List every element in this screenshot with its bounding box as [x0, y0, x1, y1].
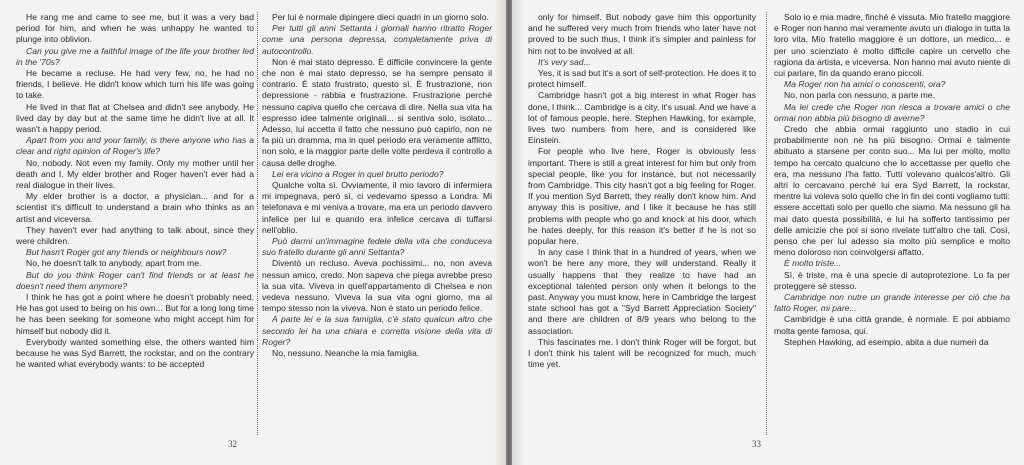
left-italian-column	[262, 12, 492, 359]
answer-paragraph: Per lui è normale dipingere dieci quadri in un giorno solo.	[272, 12, 489, 22]
question-paragraph: But do you think Roger can't find friends or at least he doesn't need them anymore?	[16, 269, 254, 291]
question-paragraph: Ma Roger non ha amici o conoscenti, ora?	[784, 79, 946, 90]
answer-paragraph: only for himself. But nobody gave him this opportunity and he suffered very much from friends who later have not proved to be such thus, I think it's simpler and painless for him not to be involved at all.	[528, 12, 756, 56]
answer-paragraph: Sì, è triste, ma è una specie di autoprotezione. Lo fa per proteggere sé stesso.	[774, 269, 1010, 291]
answer-paragraph: Credo che abbia ormai raggiunto uno stadio in cui probabilmente non ne ha più bisogno. Ormai è talmente abituato a starsene per conto suo... Ma lui per molto, molto tempo ha cercato qualcuno che lo accettasse per quello che era, ma nessuno l'ha fatto. Tutti volevano qualcos'altro. Gli altri lo cercavano perché lui era Syd Barrett, la rockstar, mentre lui voleva solo quello che in fin dei conti vogliamo tutti: essere accettati solo per quello che siamo. Ma nessuno gli ha mai dato questa possibilità, e lui ha sofferto tantissimo per delle amicizie che poi si sono rivelate tutt'altro che tali. Così, penso che per lui adesso sia molto più semplice e molto meno doloroso non coinvolgersi affatto.	[774, 124, 1010, 258]
left-page-number: 32	[228, 439, 237, 449]
question-paragraph: Cambridge non nutre un grande interesse per ciò che ha fatto Roger, mi pare...	[774, 292, 1010, 314]
question-paragraph: È molto triste...	[784, 258, 842, 269]
book-gutter-shadow	[494, 0, 524, 465]
right-italian-column	[774, 12, 1010, 348]
answer-paragraph: Stephen Hawking, ad esempio, abita a due numeri da	[784, 336, 989, 347]
answer-paragraph: He lived in that flat at Chelsea and didn't see anybody. He lived day by day but at the same time he didn't live at all. It wasn't a happy period.	[16, 101, 254, 135]
question-paragraph: Lei era vicino a Roger in quel brutto periodo?	[272, 168, 444, 179]
right-column-divider	[766, 12, 767, 435]
answer-paragraph: No, nessuno. Neanche la mia famiglia.	[272, 348, 420, 359]
question-paragraph: Can you give me a faithful image of the life your brother led in the '70s?	[16, 45, 254, 67]
answer-paragraph: Cambridge è una città grande, è normale. E poi abbiamo molta gente famosa, qui.	[774, 314, 1010, 336]
answer-paragraph: I think he has got a point where he doesn't probably need. He has got used to being on his own... But for a long long time he has been seeking for someone who might accept him for himself but nobody did it.	[16, 292, 254, 336]
answer-paragraph: Solo io e mia madre, finché è vissuta. Mio fratello maggiore e Roger non hanno mai veramente avuto un dialogo in tutta la loro vita. Mio fratello maggiore è un dottore, un medico... e per uno scienziato è molto difficile capire un cervello che ragiona da artista, e viceversa. Non hanno mai avuto niente di cui parlare, fin da quando erano piccoli.	[774, 12, 1010, 79]
answer-paragraph: No, he doesn't talk to anybody, apart from me.	[26, 258, 202, 269]
answer-paragraph: He became a recluse. He had very few, no, he had no friends, I believe. He didn't know which turn his life was going to take.	[16, 68, 254, 101]
answer-paragraph: Yes, it is sad but it's a sort of self-protection. He does it to protect himself.	[528, 68, 756, 90]
question-paragraph: Ma lei crede che Roger non riesca a trovare amici o che ormai non abbia più bisogno di averne?	[774, 101, 1010, 123]
left-page	[0, 0, 506, 465]
answer-paragraph: Diventò un recluso. Aveva pochissimi... no, non aveva nessun amico, credo. Non sapeva che piega avrebbe preso la sua vita. Viveva in quell'appartamento di Chelsea e non vedeva nessuno. Viveva la sua vita ogni giorno, ma al tempo stesso non la viveva. Non è stato un periodo felice.	[262, 258, 492, 314]
question-paragraph: It's very sad...	[538, 56, 591, 67]
answer-paragraph: My elder brother is a doctor, a physician... and for a scientist it's difficult to understand a brain who thinks as an artist and viceversa.	[16, 191, 254, 224]
answer-paragraph: This fascinates me. I don't think Roger will be forgot, but I don't think his talent will be recognized for much, much time yet.	[528, 336, 756, 370]
answer-paragraph: He rang me and came to see me, but it was a very bad period for him, and when he was unhappy he wanted to plunge into oblivion.	[16, 12, 254, 45]
answer-paragraph: In any case I think that in a hundred of years, when we won't be here any more, they will understand. Really it usually happens that they realize to have had an exceptional talented person only when it belongs to the past. Anyway you must know, here in Cambridge the largest state school has got a "Syd Barrett Appreciation Society" and there are children of 8/9 years who belong to the association.	[528, 247, 756, 336]
answer-paragraph: Non è mai stato depresso. È difficile convincere la gente che non è mai stato depresso, se ha sempre pensato il contrario. È stato frustrato, questo sì. È frustrazione, non depressione - rabbia e frustrazione. Frustrazione perché nessuno capiva quello che cercava di dire. Nella sua vita ha espresso idee talmente originali... si sentiva solo, isolato... Adesso, lui accetta il fatto che nessuno può capirlo, non ne fa più un dramma, ma in quel periodo era veramente afflitto, non solo, e la maggior parte delle volte perdeva il controllo a causa delle droghe.	[262, 56, 492, 168]
answer-paragraph: No, non parla con nessuno, a parte me.	[784, 90, 935, 101]
answer-paragraph: Everybody wanted something else, the others wanted him because he was Syd Barrett, the rockstar, and on the contrary he wanted what everybody wants: to be accepted	[16, 336, 254, 370]
right-english-column	[528, 12, 756, 371]
left-english-column	[16, 12, 254, 371]
left-column-divider	[257, 12, 258, 435]
right-page-number: 33	[752, 439, 761, 449]
question-paragraph: Apart from you and your family, is there anyone who has a clear and right opinion of Roger's life?	[16, 135, 254, 157]
answer-paragraph: Cambridge hasn't got a big interest in what Roger has done, I think... Cambridge is a city, it's usual. And we have a lot of famous people, here. Stephen Hawking, for example, lives two numbers from here, and is considered like Einstein.	[528, 90, 756, 146]
question-paragraph: Per tutti gli anni Settanta i giornali hanno ritratto Roger come una persona depressa, completamente priva di autocontrollo.	[262, 23, 492, 56]
question-paragraph: A parte lei e la sua famiglia, c'è stato qualcun altro che secondo lei ha una chiara e corretta visione della vita di Roger?	[262, 314, 492, 347]
answer-paragraph: Qualche volta sì. Ovviamente, il mio lavoro di infermiera mi impegnava, però sì, ci vedevamo spesso a Londra. Mi telefonava e mi veniva a trovare, ma era un periodo davvero infelice per lui e quando era infelice cercava di tuffarsi nell'oblio.	[262, 180, 492, 235]
question-paragraph: Può darmi un'immagine fedele della vita che conduceva suo fratello durante gli anni Settanta?	[262, 236, 492, 258]
question-paragraph: But hasn't Roger got any friends or neighbours now?	[26, 247, 227, 258]
answer-paragraph: No, nobody. Not even my family. Only my mother until her death and I. My elder brother and Roger haven't ever had a real dialogue in their lives.	[16, 157, 254, 191]
answer-paragraph: They haven't ever had anything to talk about, since they were children.	[16, 224, 254, 247]
right-page	[512, 0, 1024, 465]
answer-paragraph: For people who live here, Roger is obviously less important. There is still a great interest for him but only from special people, like you for instance, but not necessarily from Cambridge. This city hasn't got a big feeling for Roger. If you mention Syd Barrett, they really don't know him. And anyway this is positive, and I like it because he has still problems with people who go and knock at his door, which he hates deeply, for this reason it's better if he is not so popular here.	[528, 146, 756, 247]
